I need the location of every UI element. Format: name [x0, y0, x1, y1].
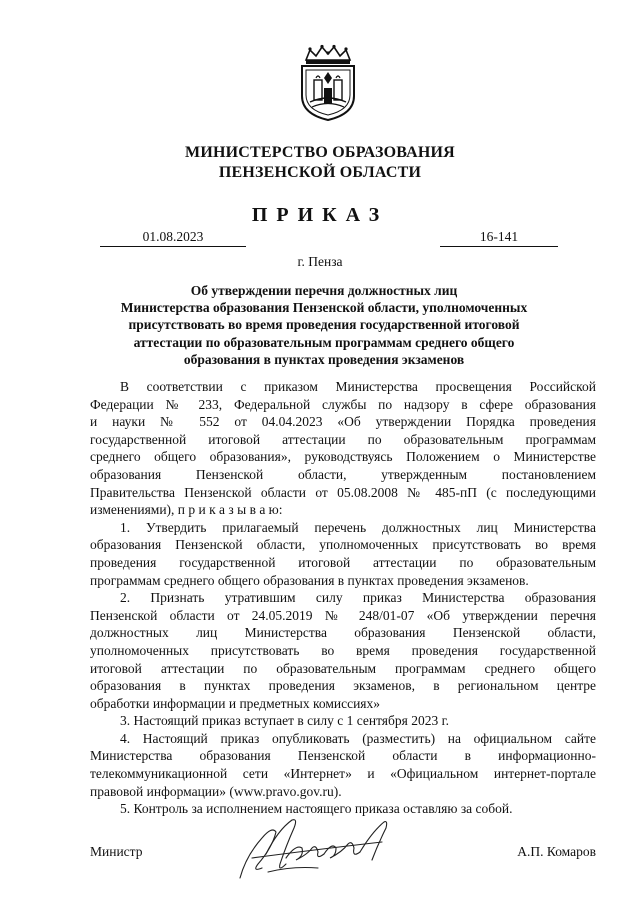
body-line: телекоммуникационной сети «Интернет» и «Официальном интернет-портале	[90, 766, 596, 782]
body-line: изменениями), п р и к а з ы в а ю:	[90, 502, 283, 518]
body-line: Пензенской области от 24.05.2019 № 248/01-07 «Об утверждении перечня	[90, 607, 596, 623]
body-line: образования Пензенской области, утвержденным постановлением	[90, 466, 596, 482]
body-line: Министерства образования Пензенской области в информационно-	[90, 748, 596, 764]
body-line: 5. Контроль за исполнением настоящего приказа оставляю за собой.	[120, 801, 513, 817]
coat-of-arms-icon	[296, 44, 360, 122]
document-city: г. Пенза	[297, 254, 343, 269]
body-line: обработки информации и предметных комиссиях»	[90, 695, 381, 711]
body-line: должностных лиц Министерства образования Пензенской области,	[90, 625, 596, 641]
document-subject	[90, 282, 558, 368]
subject-line: образования в пунктах проведения экзаменов	[183, 351, 465, 367]
body-line: итоговой аттестации по образовательным программам среднего общего	[90, 660, 596, 676]
body-line: проведения государственной итоговой аттестации по образовательным	[90, 554, 596, 570]
subject-line: присутствовать во время проведения государственной итоговой	[128, 317, 520, 333]
body-line: 1. Утвердить прилагаемый перечень должностных лиц Министерства	[120, 519, 596, 535]
signer-name: А.П. Комаров	[517, 844, 596, 859]
body-line: образования Пензенской области, уполномоченных присутствовать во время	[90, 537, 596, 553]
body-line: Федерации № 233, Федеральной службы по надзору в сфере образования	[90, 396, 596, 412]
body-line: правовой информации» (www.pravo.gov.ru).	[90, 783, 342, 799]
body-line: уполномоченных присутствовать во время проведения государственной	[90, 642, 596, 658]
body-line: 3. Настоящий приказ вступает в силу с 1 сентября 2023 г.	[120, 713, 449, 729]
ministry-name-line1: МИНИСТЕРСТВО ОБРАЗОВАНИЯ	[185, 144, 455, 161]
handwritten-signature	[232, 808, 412, 884]
body-line: 4. Настоящий приказ опубликовать (разместить) на официальном сайте	[120, 730, 596, 746]
ministry-name-line2: ПЕНЗЕНСКОЙ ОБЛАСТИ	[218, 164, 422, 181]
document-body	[90, 378, 596, 818]
body-line: 2. Признать утратившим силу приказ Министерства образования	[120, 590, 596, 606]
body-line: государственной итоговой аттестации по образовательным программам	[90, 431, 596, 447]
signer-position: Министр	[90, 844, 143, 859]
subject-line: аттестации по образовательным программам среднего общего	[133, 334, 515, 350]
body-line: В соответствии с приказом Министерства просвещения Российской	[120, 379, 596, 394]
body-line: среднего общего образования», руководствуясь Положением о Министерстве	[90, 449, 596, 465]
document-type-title: ПРИКАЗ	[251, 204, 389, 226]
document-date: 01.08.2023	[100, 228, 246, 247]
body-line: и науки № 552 от 04.04.2023 «Об утверждении Порядка проведения	[90, 414, 596, 430]
subject-line: Министерства образования Пензенской области, уполномоченных	[120, 300, 528, 316]
body-line: образования в пунктах проведения экзаменов, в региональном центре	[90, 678, 596, 694]
body-line: программам среднего общего образования в пунктах проведения экзаменов.	[90, 572, 529, 588]
subject-line: Об утверждении перечня должностных лиц	[190, 283, 458, 298]
body-line: Правительства Пензенской области от 05.08.2008 № 485-пП (с последующими	[90, 484, 596, 500]
document-number: 16-141	[440, 228, 558, 247]
